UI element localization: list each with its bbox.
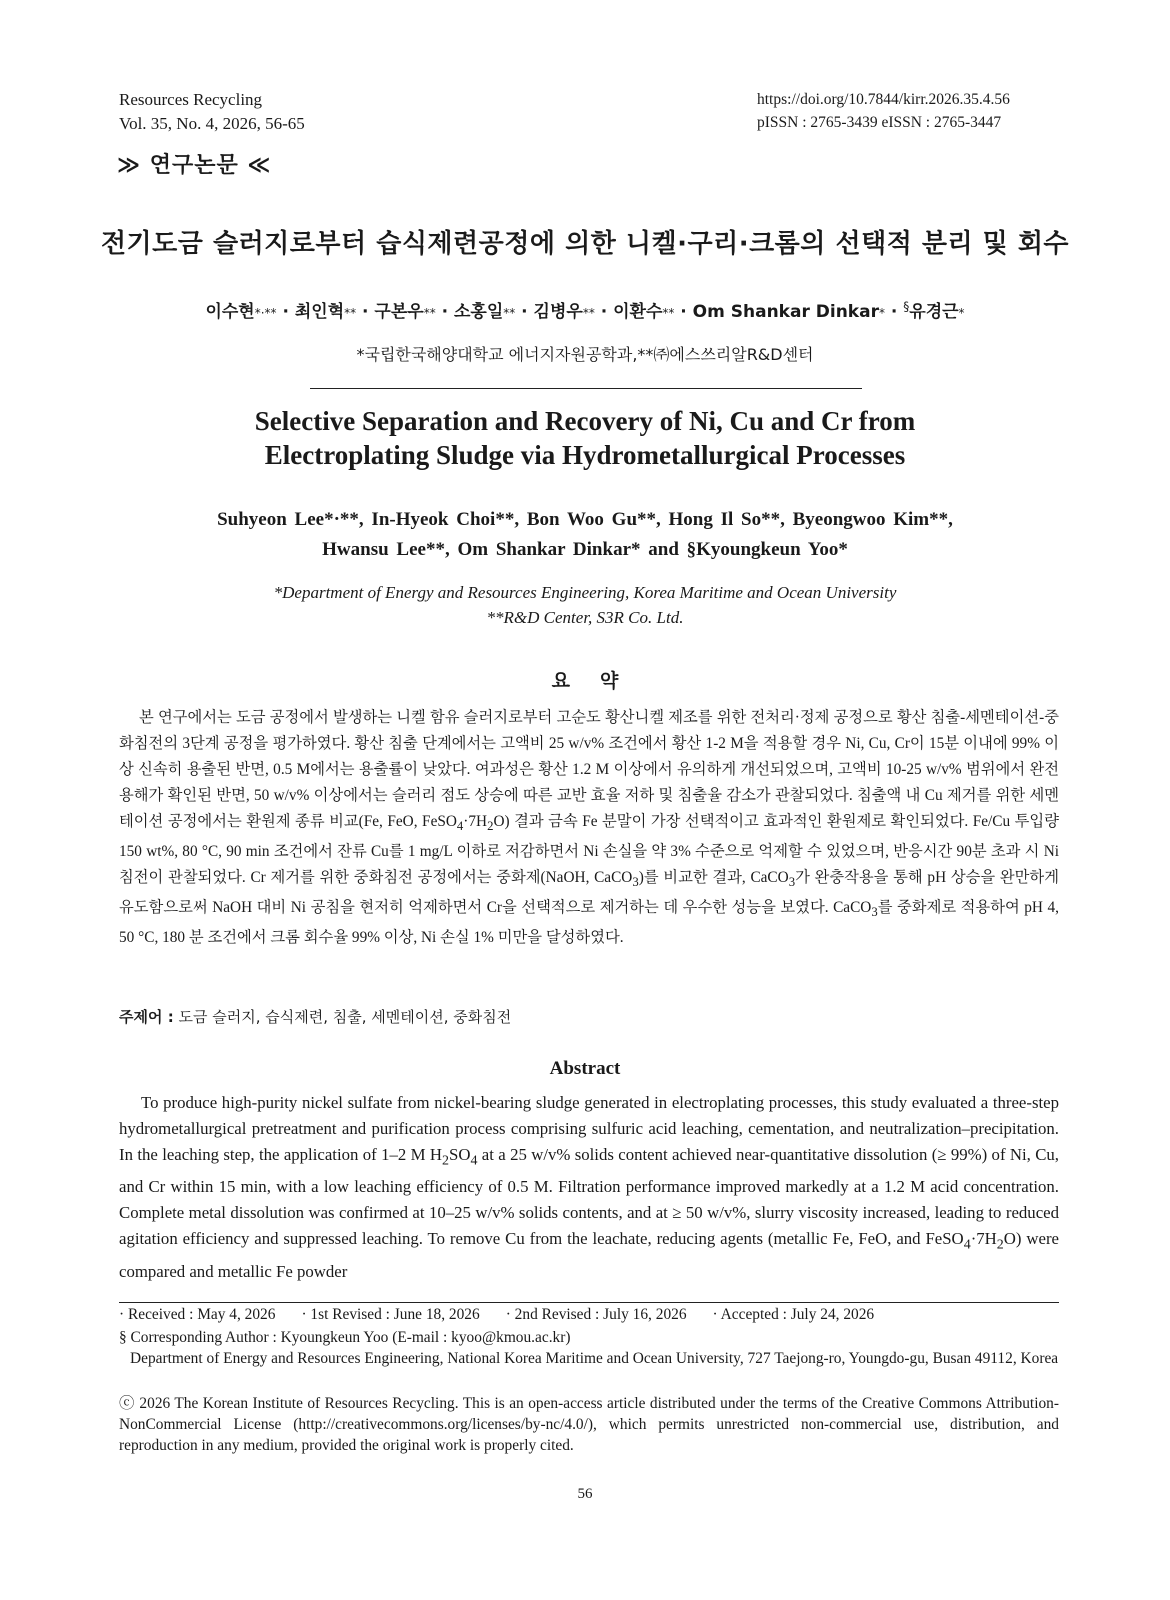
issn-info: pISSN : 2765-3439 eISSN : 2765-3447: [757, 114, 1002, 131]
footnote-divider: [119, 1302, 1059, 1303]
abstract-heading: Abstract: [549, 1058, 621, 1079]
title-divider: [310, 388, 862, 389]
received-date: · Received : May 4, 2026: [119, 1306, 276, 1323]
doi-link[interactable]: https://doi.org/10.7844/kirr.2026.35.4.56: [757, 91, 1010, 108]
corresponding-address: Department of Energy and Resources Engineering, National Korea Maritime and Ocean University, 727 Taejong-ro, Youngdo-gu, Busan 49112, Korea: [130, 1350, 1059, 1367]
english-title-line-1: Selective Separation and Recovery of Ni, Cu and Cr from: [254, 406, 916, 436]
english-affiliation: [0, 580, 1170, 630]
second-revised-date: · 2nd Revised : July 16, 2026: [505, 1306, 687, 1323]
abstract-body: To produce high-purity nickel sulfate from nickel-bearing sludge generated in electroplating processes, this study evaluated a three-step hydrometallurgical pretreatment and purification process comprising sulfuric acid leaching, cementation, and neutralization–precipitation. In the leaching step, the application of 1–2 M $H_2SO_4$ at a 25 w/v% solids content achieved near-quantitative dissolution (≥ 99%) of Ni, Cu, and Cr within 15 min, with a low leaching efficiency of 0.5 M. Filtration performance improved markedly at a 1.2 M acid concentration. Complete metal dissolution was confirmed at 10–25 w/v% solids contents, and at ≥ 50 w/v%, slurry viscosity increased, leading to reduced agitation efficiency and suppressed leaching. To remove Cu from the leachate, reducing agents (metallic Fe, FeO, and $FeSO_4\cdot 7H_2O$) were compared and metallic Fe powder: [119, 1093, 1060, 1281]
journal-header: [119, 88, 305, 136]
keywords-label: 주제어 :: [119, 1008, 174, 1026]
korean-authors: 이수현*·** · 최인혁** · 구본우** · 소홍일** · 김병우** · 이환수** · Om Shankar Dinkar* · §유경근*: [205, 299, 965, 322]
english-authors: [0, 505, 1170, 565]
english-title: [0, 404, 1170, 472]
page-number: 56: [577, 1486, 593, 1502]
english-authors-line-1: Suhyeon Lee*·**, In-Hyeok Choi**, Bon Woo Gu**, Hong Il So**, Byeongwoo Kim**,: [217, 509, 953, 530]
keywords: [119, 1006, 511, 1027]
english-authors-line-2: Hwansu Lee**, Om Shankar Dinkar* and §Kyoungkeun Yoo*: [322, 539, 848, 560]
first-revised-date: · 1st Revised : June 18, 2026: [301, 1306, 480, 1323]
keywords-text: 도금 슬러지, 습식제련, 침출, 세멘테이션, 중화침전: [178, 1008, 512, 1026]
english-affiliation-line-2: **R&D Center, S3R Co. Ltd.: [486, 608, 684, 627]
submission-dates: [119, 1306, 900, 1324]
journal-volume: Vol. 35, No. 4, 2026, 56-65: [119, 114, 305, 133]
korean-title: 전기도금 슬러지로부터 습식제련공정에 의한 니켈·구리·크롬의 선택적 분리 및 회수: [100, 229, 1070, 259]
journal-name: Resources Recycling: [119, 90, 263, 109]
section-tag: ≫ 연구논문 ≪: [117, 153, 272, 178]
korean-affiliation: *국립한국해양대학교 에너지자원공학과,**㈜에스쓰리알R&D센터: [356, 345, 814, 364]
doi-header: [757, 88, 1010, 134]
korean-abstract-body: 본 연구에서는 도금 공정에서 발생하는 니켈 함유 슬러지로부터 고순도 황산니켈 제조를 위한 전처리·정제 공정으로 황산 침출-세멘테이션-중화침전의 3단계 공정을 평가하였다. 황산 침출 단계에서는 고액비 25 w/v% 조건에서 황산 1-2 M을 적용할 경우 Ni, Cu, Cr이 15분 이내에 99% 이상 신속히 용출된 반면, 0.5 M에서는 용출률이 낮았다. 여과성은 황산 1.2 M 이상에서 유의하게 개선되었으며, 고액비 10-25 w/v% 범위에서 완전 용해가 확인된 반면, 50 w/v% 이상에서는 슬러리 점도 상승에 따른 교반 효율 저하 및 침출율 감소가 관찰되었다. 침출액 내 Cu 제거를 위한 세멘테이션 공정에서는 환원제 종류 비교(Fe, FeO, $FeSO_4\cdot 7H_2O$) 결과 금속 Fe 분말이 가장 선택적이고 효과적인 환원제로 확인되었다. Fe/Cu 투입량 150 wt%, 80 °C, 90 min 조건에서 잔류 Cu를 1 mg/L 이하로 저감하면서 Ni 손실을 약 3% 수준으로 억제할 수 있었으며, 반응시간 90분 초과 시 Ni 침전이 관찰되었다. Cr 제거를 위한 중화침전 공정에서는 중화제(NaOH, CaCO$_3$)를 비교한 결과, CaCO$_3$가 완충작용을 통해 pH 상승을 완만하게 유도함으로써 NaOH 대비 Ni 공침을 현저히 억제하면서 Cr을 선택적으로 제거하는 데 우수한 성능을 보였다. CaCO$_3$를 중화제로 적용하여 pH 4, 50 °C, 180 분 조건에서 크롬 회수율 99% 이상, Ni 손실 1% 미만을 달성하였다.: [119, 709, 1059, 947]
english-affiliation-line-1: *Department of Energy and Resources Engineering, Korea Maritime and Ocean University: [273, 583, 897, 602]
korean-abstract-heading: 요약: [551, 670, 649, 692]
accepted-date: · Accepted : July 24, 2026: [712, 1306, 875, 1323]
english-title-line-2: Electroplating Sludge via Hydrometallurgical Processes: [264, 440, 906, 470]
license-notice: ⓒ 2026 The Korean Institute of Resources Recycling. This is an open-access article distributed under the terms of the Creative Commons Attribution-NonCommercial License (http://creativecommons.org/licenses/by-nc/4.0/), which permits unrestricted non-commercial use, distribution, and reproduction in any medium, provided the original work is properly cited.: [119, 1395, 1059, 1454]
corresponding-author: § Corresponding Author : Kyoungkeun Yoo (E-mail : kyoo@kmou.ac.kr): [119, 1329, 571, 1346]
